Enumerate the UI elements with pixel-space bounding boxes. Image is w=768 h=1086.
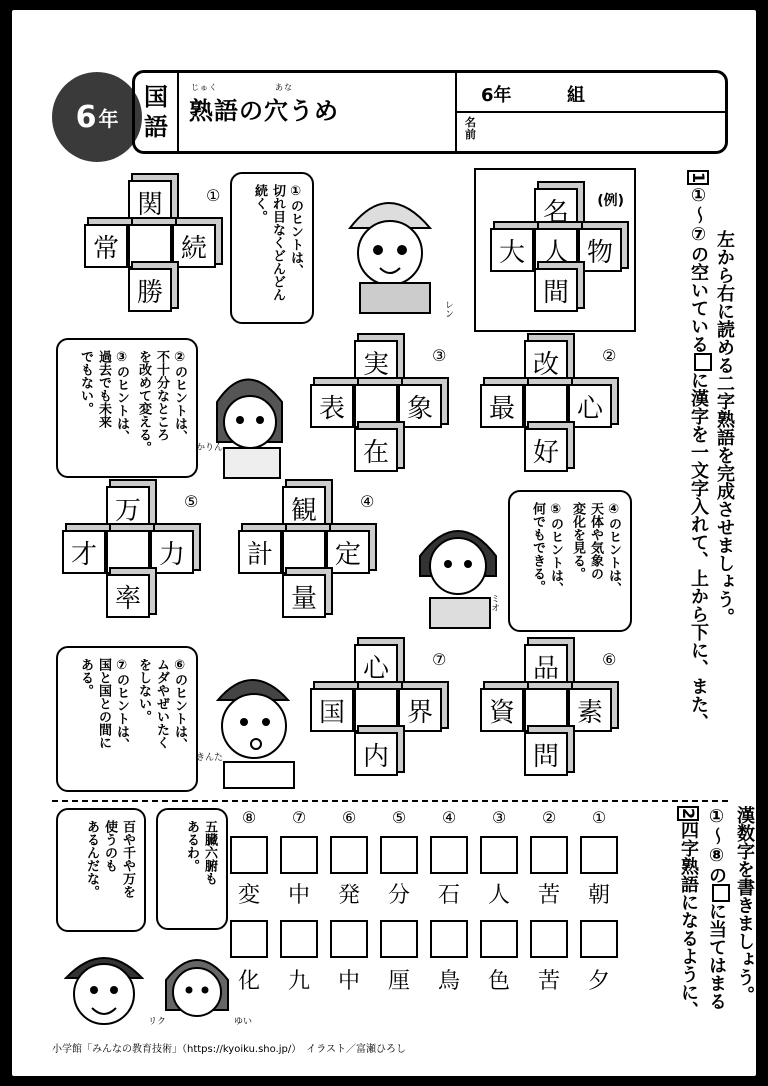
puzzle-cell-left: 資 xyxy=(480,688,524,732)
item-number: ① xyxy=(591,808,607,827)
puzzle-cell-bottom: 好 xyxy=(524,428,568,472)
example-box: (例) 名 大 人 物 間 xyxy=(474,168,636,332)
answer-blank-box[interactable] xyxy=(380,920,418,958)
puzzle-cell-right: 力 xyxy=(150,530,194,574)
idiom-char-top: 発 xyxy=(337,883,360,908)
answer-blank-box[interactable] xyxy=(230,836,268,874)
idiom-char-top: 石 xyxy=(437,883,460,908)
section2-instruction: 2四字熟語になるように、 ①～⑧のに当てはまる 漢数字を書きましょう。 xyxy=(678,806,755,1020)
idiom-char-bottom: 厘 xyxy=(387,969,410,994)
puzzle-number: ② xyxy=(602,346,617,365)
puzzle-cell-left: 国 xyxy=(310,688,354,732)
item-number: ⑤ xyxy=(391,808,407,827)
answer-blank-box[interactable] xyxy=(330,920,368,958)
idiom-char-bottom: 鳥 xyxy=(437,969,460,994)
header-box xyxy=(132,70,728,154)
answer-blank-box[interactable] xyxy=(480,920,518,958)
character-riku-illustration xyxy=(56,938,152,1034)
puzzle-cell-bottom: 内 xyxy=(354,732,398,776)
item-number: ④ xyxy=(441,808,457,827)
puzzle-cell-right: 定 xyxy=(326,530,370,574)
idiom-char-top: 朝 xyxy=(587,883,610,908)
hint-bubble-3: ④のヒントは、 天体や気象の 変化を見る。 ⑤のヒントは、 何でもできる。 xyxy=(508,490,632,632)
puzzle-cell-right: 界 xyxy=(398,688,442,732)
idiom-char-top: 中 xyxy=(287,883,310,908)
answer-blank-box[interactable] xyxy=(106,530,150,574)
puzzle-number: ① xyxy=(206,186,221,205)
puzzle-cell-bottom: 量 xyxy=(282,574,326,618)
speaker-label: リク xyxy=(148,1017,166,1027)
puzzle-cell-left: 才 xyxy=(62,530,106,574)
answer-blank-box[interactable] xyxy=(524,688,568,732)
idiom-char-top: 分 xyxy=(387,883,410,908)
answer-blank-box[interactable] xyxy=(530,920,568,958)
hint-bubble-2: ②のヒントは、 不十分なところ を改めて変える。 ③のヒントは、 過去でも未来 でもない。 xyxy=(56,338,198,478)
answer-blank-box[interactable] xyxy=(280,836,318,874)
answer-blank-box[interactable] xyxy=(580,836,618,874)
character-karin-illustration xyxy=(202,352,292,482)
page-title: じゅく あな 熟語の穴うめ xyxy=(189,83,339,125)
answer-blank-box[interactable] xyxy=(282,530,326,574)
speaker-label: かりん xyxy=(196,443,224,453)
item-number: ⑦ xyxy=(291,808,307,827)
puzzle-cell-top: 心 xyxy=(354,644,398,688)
answer-blank-box[interactable] xyxy=(330,836,368,874)
section2-bubble-yui: 五臓六腑も あるわ。 xyxy=(156,808,228,930)
puzzle-number: ⑦ xyxy=(432,650,447,669)
character-kinta-illustration xyxy=(204,660,300,790)
idiom-char-bottom: 色 xyxy=(487,969,510,994)
speaker-label: ミオ xyxy=(489,594,499,612)
hint-bubble-4: ⑥のヒントは、 ムダやぜいたく をしない。 ⑦のヒントは、 国と国との間に ある。 xyxy=(56,646,198,792)
puzzle-cell-right: 心 xyxy=(568,384,612,428)
answer-blank-box[interactable] xyxy=(354,384,398,428)
class-field: 組 xyxy=(567,85,585,106)
idiom-char-bottom: 九 xyxy=(287,969,310,994)
section-divider xyxy=(52,800,728,802)
answer-blank-box[interactable] xyxy=(230,920,268,958)
puzzle-number: ⑤ xyxy=(184,492,199,511)
idiom-char-bottom: 中 xyxy=(337,969,360,994)
puzzle-cell-right: 象 xyxy=(398,384,442,428)
idiom-char-top: 苦 xyxy=(537,883,560,908)
idiom-char-top: 変 xyxy=(237,883,260,908)
speaker-label: ゆい xyxy=(234,1017,253,1027)
footer-credit: 小学館「みんなの教育技術」（https://kyoiku.sho.jp/） イラスト／富瀬ひろし xyxy=(52,1044,406,1055)
idiom-char-bottom: 苦 xyxy=(537,969,560,994)
answer-blank-box[interactable] xyxy=(380,836,418,874)
grade-field: 6年 xyxy=(481,85,512,106)
grade-badge: 6 年 xyxy=(52,72,142,162)
item-number: ⑧ xyxy=(241,808,257,827)
answer-blank-box[interactable] xyxy=(430,920,468,958)
answer-blank-box[interactable] xyxy=(430,836,468,874)
answer-blank-box[interactable] xyxy=(530,836,568,874)
idiom-char-bottom: 夕 xyxy=(587,969,610,994)
puzzle-cell-top: 関 xyxy=(128,180,172,224)
puzzle-cell-top: 万 xyxy=(106,486,150,530)
puzzle-cell-top: 実 xyxy=(354,340,398,384)
idiom-char-bottom: 化 xyxy=(237,969,260,994)
puzzle-cell-left: 最 xyxy=(480,384,524,428)
puzzle-number: ⑥ xyxy=(602,650,617,669)
puzzle-number: ④ xyxy=(360,492,375,511)
item-number: ② xyxy=(541,808,557,827)
puzzle-cell-top: 観 xyxy=(282,486,326,530)
hint-bubble-1: ①のヒントは、 切れ目なくどんどん 続く。 xyxy=(230,172,314,324)
puzzle-cell-left: 計 xyxy=(238,530,282,574)
idiom-char-top: 人 xyxy=(487,883,510,908)
name-label: 名 前 xyxy=(465,116,476,141)
subject-label: 国 語 xyxy=(135,73,179,151)
answer-blank-box[interactable] xyxy=(480,836,518,874)
section2-bubble-riku: 百や千や万を 使うのも あるんだな。 xyxy=(56,808,146,932)
speaker-label: きんた xyxy=(196,753,224,763)
answer-blank-box[interactable] xyxy=(280,920,318,958)
puzzle-cell-right: 続 xyxy=(172,224,216,268)
puzzle-cell-right: 素 xyxy=(568,688,612,732)
item-number: ⑥ xyxy=(341,808,357,827)
section1-instruction: 1①～⑦の空いているに漢字を一文字入れて、上から下に、また、 左から右に読める二字熟語を完成させましょう。 xyxy=(688,172,735,732)
puzzle-cell-bottom: 率 xyxy=(106,574,150,618)
answer-blank-box[interactable] xyxy=(580,920,618,958)
puzzle-cell-bottom: 勝 xyxy=(128,268,172,312)
puzzle-number: ③ xyxy=(432,346,447,365)
puzzle-cell-top: 改 xyxy=(524,340,568,384)
worksheet xyxy=(12,10,756,1076)
speaker-label: レン xyxy=(443,300,453,318)
puzzle-cell-bottom: 在 xyxy=(354,428,398,472)
answer-blank-box[interactable] xyxy=(524,384,568,428)
answer-blank-box[interactable] xyxy=(128,224,172,268)
character-yui-illustration xyxy=(160,940,234,1032)
character-ren-illustration xyxy=(330,168,448,318)
puzzle-cell-top: 品 xyxy=(524,644,568,688)
item-number: ③ xyxy=(491,808,507,827)
puzzle-cell-bottom: 問 xyxy=(524,732,568,776)
answer-blank-box[interactable] xyxy=(354,688,398,732)
puzzle-cell-left: 表 xyxy=(310,384,354,428)
puzzle-cell-left: 常 xyxy=(84,224,128,268)
